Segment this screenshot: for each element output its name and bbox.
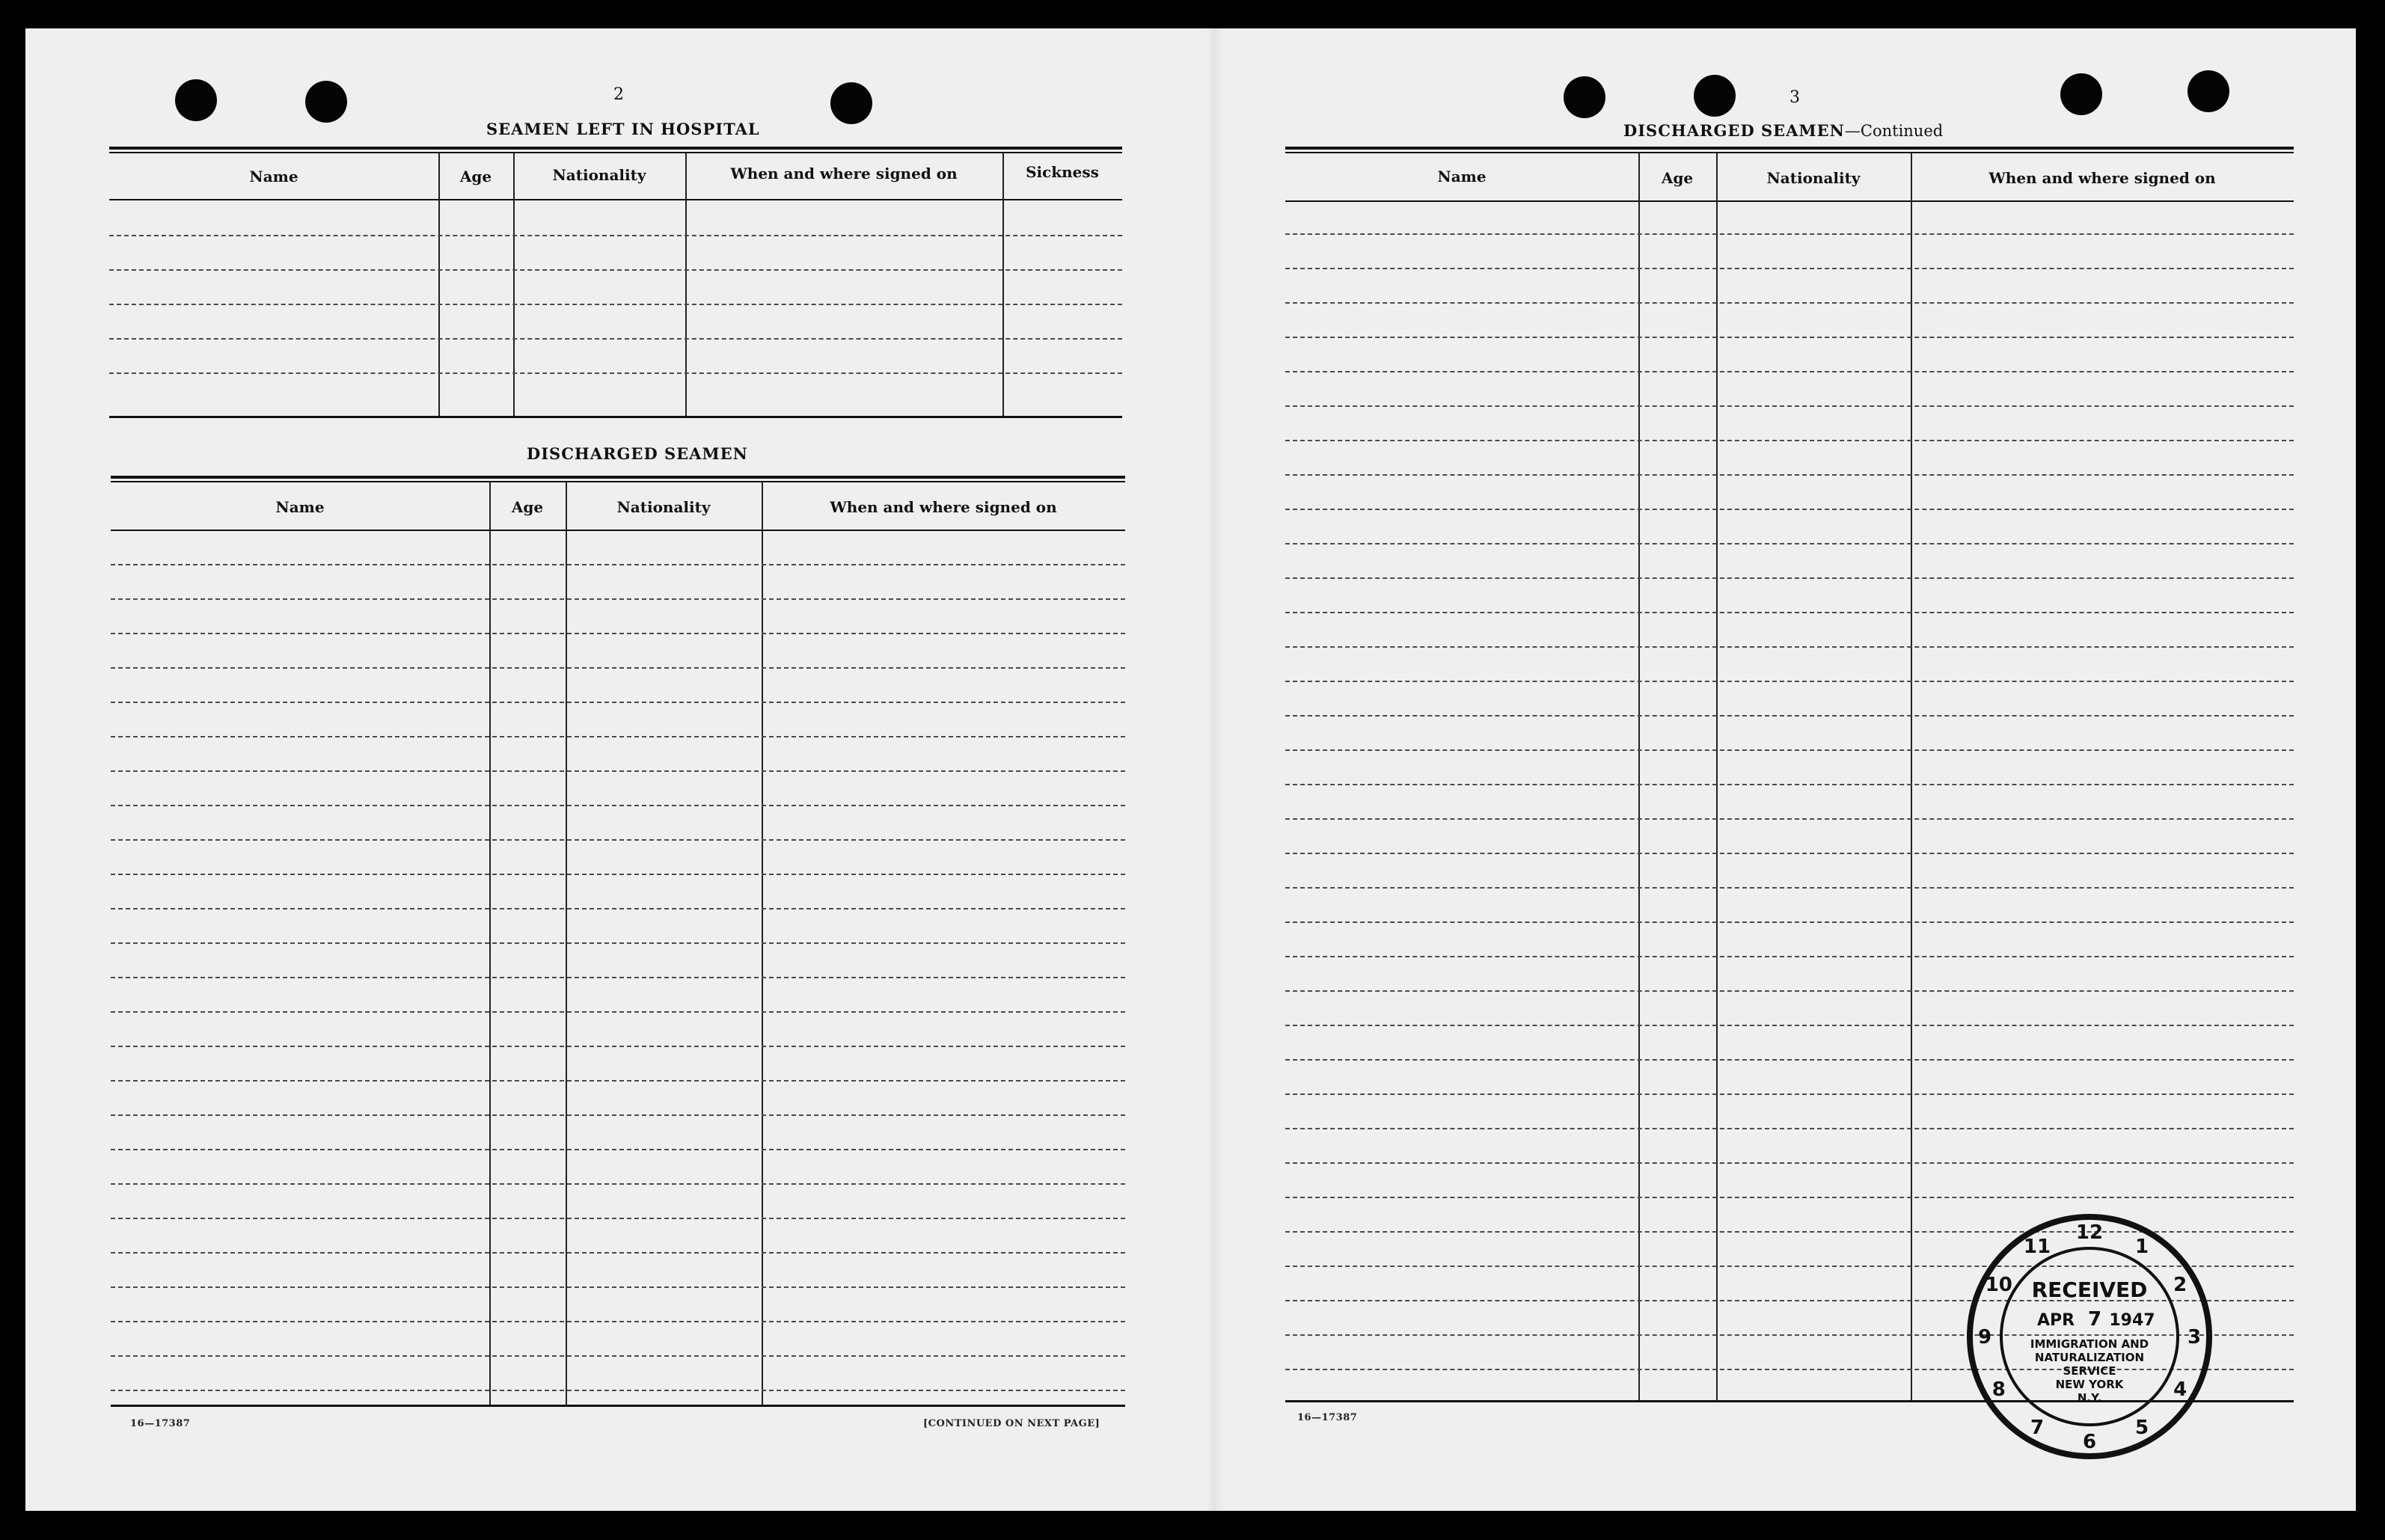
ruled-row-line [1285,887,2294,889]
stamp-month: APR [2036,1311,2075,1330]
stamp-city: NEW YORK [2055,1378,2124,1391]
right-page-number: 3 [1789,88,1800,107]
ruled-row-line [111,805,1125,806]
ruled-row-line [111,1355,1125,1357]
ruled-row-line [1285,681,2294,682]
continued-note: [CONTINUED ON NEXT PAGE] [923,1418,1100,1429]
ruled-row-line [1285,233,2294,235]
ruled-row-line [111,1218,1125,1219]
ruled-row-line [1285,1128,2294,1129]
right-header-nationality: Nationality [1766,169,1861,187]
ruled-row-line [111,1183,1125,1185]
right-header-signed-on: When and where signed on [1988,169,2216,187]
ruled-row-line [111,839,1125,841]
ruled-row-line [1285,784,2294,785]
ruled-row-line [1285,474,2294,476]
ruled-row-line [111,1011,1125,1013]
hospital-header-signed-on: When and where signed on [730,165,958,182]
ruled-row-line [111,633,1125,634]
right-title-suffix: —Continued [1844,122,1944,140]
ruled-row-line [1285,956,2294,957]
ruled-row-line [1285,337,2294,338]
ruled-row-line [111,1286,1125,1288]
punch-hole [1564,76,1605,118]
stamp-dial-number: 12 [2075,1221,2104,1244]
hospital-header-name: Name [249,168,298,185]
ruled-row-line [111,908,1125,909]
ruled-row-line [1285,405,2294,407]
ruled-row-line [1285,749,2294,751]
stamp-naturalization: NATURALIZATION [2034,1351,2145,1364]
stamp-dial-number: 6 [2082,1431,2097,1453]
stamp-dial-number: 7 [2030,1417,2045,1440]
left-form-number: 16—17387 [130,1418,191,1429]
right-header-age: Age [1661,169,1694,187]
hospital-table [109,147,1122,419]
discharged-header-name: Name [275,498,325,516]
ruled-row-line [1285,268,2294,269]
stamp-dial-number: 4 [2173,1378,2187,1401]
stamp-day: 7 [2087,1308,2102,1331]
ruled-row-line [111,564,1125,565]
ruled-row-line [1285,302,2294,304]
ruled-row-line [1285,509,2294,510]
ruled-row-line [111,1046,1125,1047]
ruled-row-line [1285,1197,2294,1198]
ruled-row-line [1285,577,2294,579]
left-page-number: 2 [613,85,624,104]
punch-hole [830,82,872,124]
hospital-section-title: SEAMEN LEFT IN HOSPITAL [486,120,760,138]
punch-hole [2187,70,2229,112]
right-section-title [1623,121,1943,140]
stamp-received: RECEIVED [2031,1277,2148,1302]
ruled-row-line [1285,818,2294,820]
ruled-row-line [111,942,1125,944]
ruled-row-line [1285,1025,2294,1026]
ruled-row-line [111,1252,1125,1254]
punch-hole [175,79,217,121]
ruled-row-line [111,874,1125,875]
ruled-row-line [1285,1162,2294,1164]
hospital-header-age: Age [459,168,492,185]
ruled-row-line [111,977,1125,978]
discharged-header-signed-on: When and where signed on [830,498,1057,516]
ruled-row-line [111,1149,1125,1150]
ruled-row-line [111,598,1125,600]
punch-hole [305,81,347,123]
ruled-row-line [1285,1059,2294,1061]
stamp-dial-number: 8 [1991,1378,2006,1401]
discharged-section-title: DISCHARGED SEAMEN [527,444,748,463]
ruled-row-line [1285,1093,2294,1095]
stamp-dial-number: 11 [2023,1235,2051,1258]
stamp-year: 1947 [2109,1311,2155,1330]
ruled-row-line [1285,715,2294,717]
ruled-row-line [1285,543,2294,544]
punch-hole [1694,75,1736,117]
received-stamp-svg [1966,1213,2213,1460]
stamp-immigration: IMMIGRATION AND [2030,1337,2149,1351]
ruled-row-line [1285,612,2294,613]
ruled-row-line [111,1114,1125,1116]
ruled-row-line [1285,921,2294,923]
ruled-row-line [111,770,1125,772]
stamp-dial-number: 10 [1985,1274,2012,1296]
ruled-row-line [111,1321,1125,1322]
ruled-row-line [1285,371,2294,372]
ruled-row-line [111,736,1125,737]
ruled-row-line [111,1390,1125,1391]
ruled-row-line [111,667,1125,669]
discharged-header-nationality: Nationality [616,498,711,516]
stamp-dial-number: 9 [1977,1326,1992,1349]
ruled-row-line [1285,853,2294,854]
stamp-state: N.Y. [2077,1391,2102,1405]
stamp-dial-number: 3 [2187,1326,2202,1349]
stamp-dial-number: 1 [2134,1235,2149,1258]
ruled-row-line [111,702,1125,703]
stamp-service: SERVICE [2063,1364,2116,1378]
punch-hole [2060,73,2102,115]
right-title-main: DISCHARGED SEAMEN [1623,121,1845,140]
hospital-header-nationality: Nationality [552,166,646,184]
stamp-dial-number: 2 [2173,1274,2187,1296]
discharged-table-left [111,476,1125,1411]
ruled-row-line [1285,990,2294,992]
ruled-row-line [1285,440,2294,441]
stamp-dial-number: 5 [2134,1417,2149,1440]
ruled-row-line [1285,646,2294,648]
right-header-name: Name [1437,168,1487,185]
hospital-header-sickness: Sickness [1026,163,1099,181]
discharged-header-age: Age [511,498,544,516]
right-form-number: 16—17387 [1297,1412,1358,1423]
ruled-row-line [111,1080,1125,1082]
received-stamp [1966,1213,2213,1460]
page-fold [1206,28,1225,1511]
